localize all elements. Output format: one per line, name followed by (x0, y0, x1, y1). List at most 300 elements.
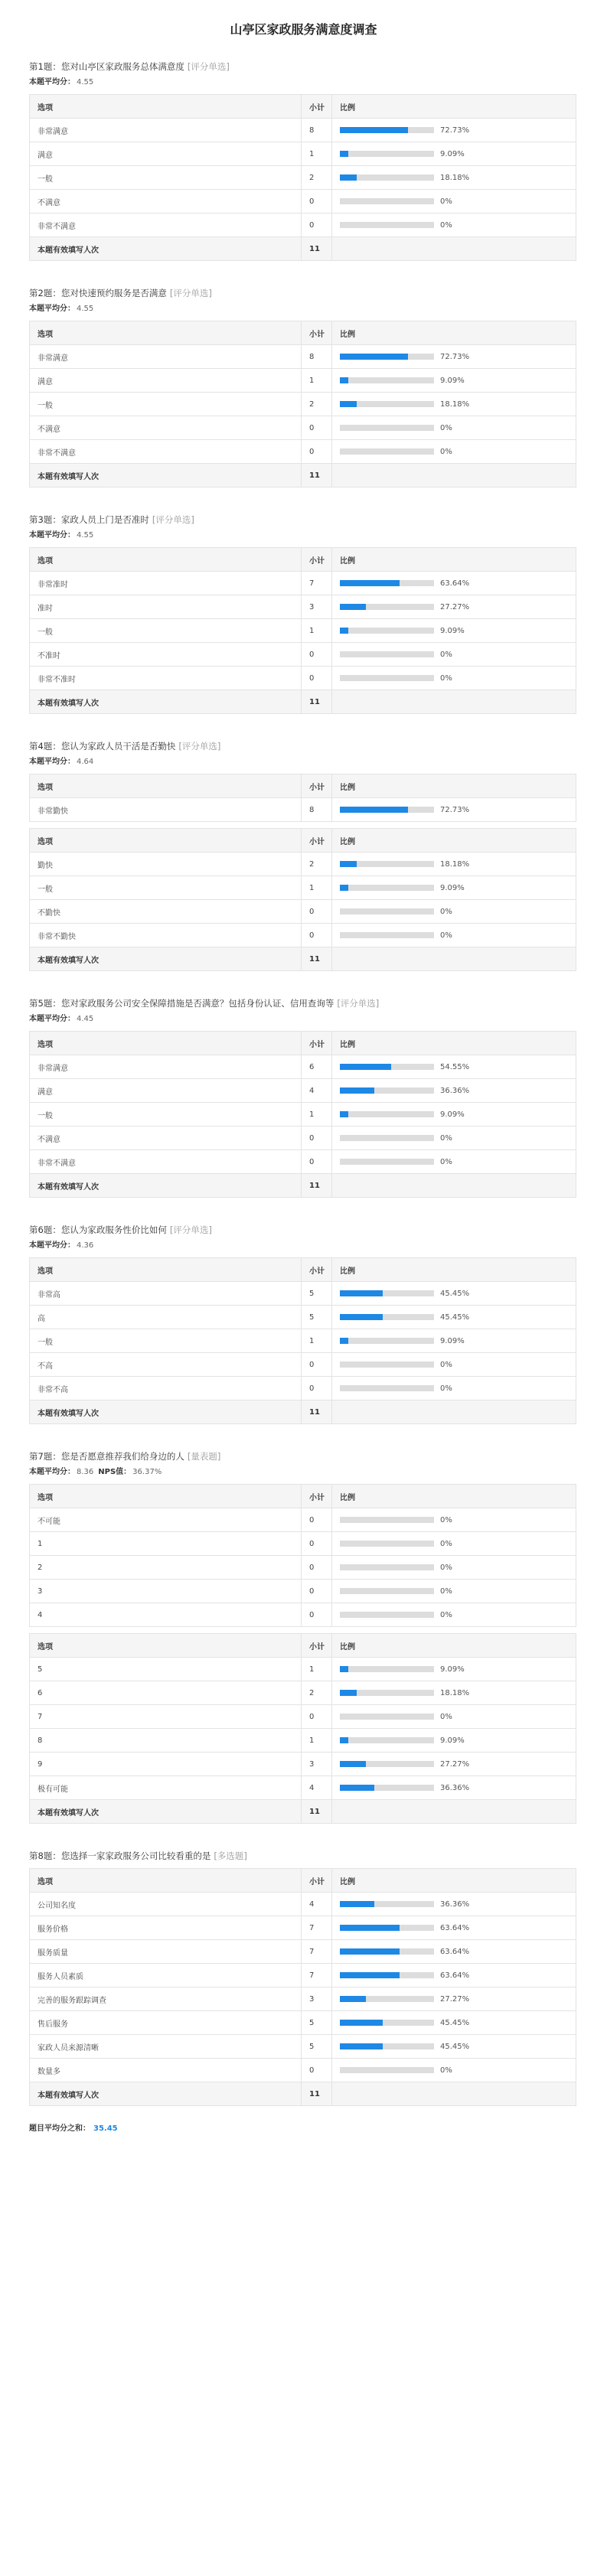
ratio-bar-wrap (340, 1564, 576, 1572)
ratio-bar-fill (340, 885, 348, 891)
option-label: 8 (30, 1729, 302, 1753)
ratio-bar-track (340, 1064, 434, 1070)
result-table (29, 1257, 576, 1424)
question-block (29, 1224, 576, 1424)
total-count: 11 (302, 947, 332, 971)
option-ratio-cell (332, 1658, 576, 1681)
table-row (30, 1556, 576, 1580)
option-label: 不可能 (30, 1508, 302, 1532)
table-header-row (30, 1032, 576, 1055)
option-count: 4 (302, 1079, 332, 1103)
ratio-bar-wrap (340, 931, 576, 940)
table-row (30, 1753, 576, 1776)
ratio-bar-track (340, 1948, 434, 1955)
average-value: 4.45 (77, 1015, 94, 1023)
total-label: 本题有效填写人次 (30, 947, 302, 971)
table-header-row (30, 321, 576, 345)
table-row (30, 643, 576, 667)
ratio-bar-track (340, 1972, 434, 1978)
option-ratio-cell (332, 369, 576, 393)
ratio-bar-fill (340, 354, 408, 360)
option-label: 公司知名度 (30, 1893, 302, 1916)
average-label: 本题平均分： (29, 758, 75, 766)
option-label: 完善的服务跟踪调查 (30, 1987, 302, 2011)
option-ratio-cell (332, 1055, 576, 1079)
table-header-row (30, 774, 576, 798)
header-count: 小计 (302, 321, 332, 345)
option-count: 1 (302, 1729, 332, 1753)
question-block (29, 1850, 576, 2106)
question-block (29, 1450, 576, 1824)
table-row (30, 1658, 576, 1681)
option-count: 2 (302, 1681, 332, 1705)
ratio-bar-wrap (340, 353, 576, 361)
option-ratio-cell (332, 345, 576, 369)
ratio-percent: 0% (440, 1515, 452, 1524)
ratio-bar-fill (340, 1690, 357, 1696)
header-ratio: 比例 (332, 1258, 576, 1282)
total-ratio-empty (332, 237, 576, 261)
table-total-row (30, 1174, 576, 1198)
ratio-bar-track (340, 1690, 434, 1696)
ratio-bar-fill (340, 2043, 383, 2049)
ratio-percent: 45.45% (440, 2042, 470, 2051)
ratio-bar-track (340, 861, 434, 867)
option-label: 服务人员素质 (30, 1964, 302, 1987)
option-count: 5 (302, 1306, 332, 1329)
option-count: 0 (302, 667, 332, 690)
option-label: 一般 (30, 1103, 302, 1127)
ratio-percent: 0% (440, 650, 452, 659)
ratio-bar-track (340, 1361, 434, 1368)
ratio-bar-track (340, 1737, 434, 1743)
option-count: 3 (302, 595, 332, 619)
question-title-text: 第8题：您选择一家家政服务公司比较看重的是 (29, 1850, 211, 1861)
option-count: 2 (302, 853, 332, 876)
option-count: 0 (302, 2059, 332, 2082)
ratio-bar-track (340, 1925, 434, 1931)
ratio-bar-wrap (340, 400, 576, 409)
result-table (29, 774, 576, 822)
option-count: 1 (302, 1103, 332, 1127)
ratio-bar-wrap (340, 1784, 576, 1792)
ratio-bar-wrap (340, 1384, 576, 1393)
table-row (30, 1603, 576, 1627)
average-sum-label: 题目平均分之和： (29, 2124, 90, 2133)
option-count: 0 (302, 1150, 332, 1174)
table-row (30, 595, 576, 619)
nps-value: 36.37% (132, 1468, 162, 1476)
option-label: 6 (30, 1681, 302, 1705)
question-average (29, 1467, 576, 1478)
ratio-bar-wrap (340, 1134, 576, 1143)
question-type: [评分单选] (169, 288, 212, 298)
question-title (29, 1224, 576, 1236)
table-header-row (30, 829, 576, 853)
average-value: 4.36 (77, 1241, 94, 1250)
total-label: 本题有效填写人次 (30, 690, 302, 714)
ratio-bar-fill (340, 1901, 374, 1907)
option-count: 1 (302, 876, 332, 900)
ratio-bar-track (340, 1996, 434, 2002)
ratio-bar-wrap (340, 1313, 576, 1322)
average-sum-value: 35.45 (93, 2124, 118, 2133)
ratio-bar-wrap (340, 579, 576, 588)
option-label: 售后服务 (30, 2011, 302, 2035)
question-list (0, 60, 607, 2106)
average-label: 本题平均分： (29, 1015, 75, 1023)
ratio-bar-fill (340, 1314, 383, 1320)
table-row (30, 1508, 576, 1532)
header-ratio: 比例 (332, 95, 576, 119)
option-count: 3 (302, 1987, 332, 2011)
header-count: 小计 (302, 1258, 332, 1282)
option-label: 一般 (30, 393, 302, 416)
ratio-bar-fill (340, 861, 357, 867)
ratio-percent: 45.45% (440, 2018, 470, 2027)
option-count: 1 (302, 142, 332, 166)
ratio-percent: 36.36% (440, 1783, 470, 1792)
header-ratio: 比例 (332, 1869, 576, 1893)
table-row (30, 2035, 576, 2059)
ratio-bar-wrap (340, 806, 576, 814)
ratio-bar-wrap (340, 377, 576, 385)
option-count: 0 (302, 1127, 332, 1150)
option-count: 5 (302, 2035, 332, 2059)
ratio-bar-fill (340, 1087, 374, 1094)
option-ratio-cell (332, 1532, 576, 1556)
ratio-percent: 9.09% (440, 1110, 465, 1119)
option-label: 非常不满意 (30, 1150, 302, 1174)
ratio-bar-wrap (340, 2019, 576, 2027)
option-ratio-cell (332, 924, 576, 947)
table-header-row (30, 1258, 576, 1282)
option-label: 高 (30, 1306, 302, 1329)
option-ratio-cell (332, 1103, 576, 1127)
ratio-percent: 0% (440, 673, 452, 683)
option-label: 非常满意 (30, 1055, 302, 1079)
question-title-text: 第1题：您对山亭区家政服务总体满意度 (29, 61, 184, 72)
ratio-percent: 54.55% (440, 1062, 470, 1071)
option-count: 0 (302, 1508, 332, 1532)
ratio-bar-wrap (340, 674, 576, 683)
header-ratio: 比例 (332, 548, 576, 572)
option-label: 准时 (30, 595, 302, 619)
ratio-bar-track (340, 1111, 434, 1117)
ratio-percent: 45.45% (440, 1312, 470, 1322)
ratio-percent: 18.18% (440, 173, 470, 182)
ratio-bar-fill (340, 151, 348, 157)
ratio-bar-track (340, 1901, 434, 1907)
option-ratio-cell (332, 876, 576, 900)
table-row (30, 1150, 576, 1174)
question-type: [评分单选] (169, 1224, 212, 1235)
option-ratio-cell (332, 853, 576, 876)
ratio-percent: 63.64% (440, 1923, 470, 1932)
ratio-bar-wrap (340, 1689, 576, 1697)
question-title (29, 1450, 576, 1462)
option-ratio-cell (332, 1329, 576, 1353)
ratio-bar-wrap (340, 1158, 576, 1166)
total-ratio-empty (332, 690, 576, 714)
header-ratio: 比例 (332, 1032, 576, 1055)
option-count: 0 (302, 1532, 332, 1556)
option-count: 0 (302, 900, 332, 924)
option-ratio-cell (332, 440, 576, 464)
ratio-bar-track (340, 580, 434, 586)
table-row (30, 924, 576, 947)
ratio-bar-track (340, 1666, 434, 1672)
total-ratio-empty (332, 1174, 576, 1198)
ratio-percent: 0% (440, 447, 452, 456)
option-ratio-cell (332, 1508, 576, 1532)
table-row (30, 1306, 576, 1329)
question-type: [量表题] (187, 1451, 221, 1462)
question-title-text: 第2题：您对快速预约服务是否满意 (29, 288, 167, 298)
ratio-percent: 63.64% (440, 579, 470, 588)
option-label: 一般 (30, 1329, 302, 1353)
ratio-bar-wrap (340, 197, 576, 206)
table-row (30, 119, 576, 142)
ratio-bar-track (340, 1541, 434, 1547)
ratio-bar-wrap (340, 860, 576, 869)
ratio-bar-track (340, 1087, 434, 1094)
total-count: 11 (302, 237, 332, 261)
table-row (30, 190, 576, 214)
option-count: 7 (302, 1940, 332, 1964)
ratio-bar-wrap (340, 1924, 576, 1932)
header-count: 小计 (302, 829, 332, 853)
ratio-percent: 9.09% (440, 1736, 465, 1745)
ratio-percent: 0% (440, 220, 452, 230)
table-total-row (30, 1400, 576, 1424)
total-label: 本题有效填写人次 (30, 1174, 302, 1198)
option-count: 0 (302, 440, 332, 464)
total-ratio-empty (332, 1400, 576, 1424)
ratio-percent: 0% (440, 931, 452, 940)
option-count: 0 (302, 1603, 332, 1627)
question-type: [多选题] (214, 1850, 247, 1861)
ratio-bar-wrap (340, 174, 576, 182)
option-ratio-cell (332, 1964, 576, 1987)
ratio-percent: 0% (440, 907, 452, 916)
option-count: 8 (302, 798, 332, 822)
ratio-bar-track (340, 1290, 434, 1296)
option-ratio-cell (332, 1916, 576, 1940)
question-title (29, 287, 576, 299)
ratio-percent: 36.36% (440, 1086, 470, 1095)
ratio-bar-fill (340, 1761, 366, 1767)
ratio-bar-wrap (340, 1995, 576, 2004)
header-count: 小计 (302, 774, 332, 798)
option-ratio-cell (332, 572, 576, 595)
option-count: 0 (302, 1556, 332, 1580)
table-row (30, 853, 576, 876)
table-row (30, 1532, 576, 1556)
result-table (29, 1633, 576, 1824)
table-row (30, 667, 576, 690)
header-ratio: 比例 (332, 1485, 576, 1508)
table-row (30, 1127, 576, 1150)
option-count: 0 (302, 1353, 332, 1377)
ratio-bar-wrap (340, 2043, 576, 2051)
ratio-bar-track (340, 1588, 434, 1594)
table-row (30, 369, 576, 393)
option-label: 满意 (30, 1079, 302, 1103)
table-row (30, 876, 576, 900)
table-row (30, 1681, 576, 1705)
header-option: 选项 (30, 774, 302, 798)
header-option: 选项 (30, 1869, 302, 1893)
total-ratio-empty (332, 2082, 576, 2106)
header-option: 选项 (30, 95, 302, 119)
ratio-bar-wrap (340, 1736, 576, 1745)
option-label: 7 (30, 1705, 302, 1729)
header-ratio: 比例 (332, 829, 576, 853)
question-type: [评分单选] (187, 61, 230, 72)
ratio-bar-track (340, 401, 434, 407)
table-total-row (30, 690, 576, 714)
header-count: 小计 (302, 1634, 332, 1658)
average-value: 4.55 (77, 531, 94, 540)
option-count: 1 (302, 369, 332, 393)
option-ratio-cell (332, 2035, 576, 2059)
option-label: 不勤快 (30, 900, 302, 924)
option-label: 不准时 (30, 643, 302, 667)
table-row (30, 619, 576, 643)
question-block (29, 287, 576, 487)
table-total-row (30, 1800, 576, 1824)
option-count: 6 (302, 1055, 332, 1079)
ratio-percent: 72.73% (440, 805, 470, 814)
ratio-bar-wrap (340, 2066, 576, 2075)
table-row (30, 1776, 576, 1800)
average-value: 8.36 (77, 1468, 94, 1476)
option-count: 0 (302, 214, 332, 237)
ratio-bar-track (340, 675, 434, 681)
option-count: 0 (302, 924, 332, 947)
header-ratio: 比例 (332, 1634, 576, 1658)
ratio-bar-track (340, 807, 434, 813)
table-row (30, 1940, 576, 1964)
ratio-bar-fill (340, 604, 366, 610)
table-row (30, 1916, 576, 1940)
option-ratio-cell (332, 619, 576, 643)
option-ratio-cell (332, 1705, 576, 1729)
ratio-bar-fill (340, 401, 357, 407)
question-type: [评分单选] (152, 514, 194, 525)
question-title (29, 60, 576, 73)
header-ratio: 比例 (332, 774, 576, 798)
total-count: 11 (302, 2082, 332, 2106)
question-type: [评分单选] (178, 741, 221, 752)
option-label: 一般 (30, 166, 302, 190)
total-ratio-empty (332, 464, 576, 487)
question-block (29, 740, 576, 971)
option-label: 2 (30, 1556, 302, 1580)
option-count: 3 (302, 1753, 332, 1776)
table-total-row (30, 2082, 576, 2106)
header-option: 选项 (30, 321, 302, 345)
average-value: 4.55 (77, 305, 94, 313)
page-title: 山亭区家政服务满意度调查 (230, 22, 377, 37)
ratio-bar-track (340, 1385, 434, 1391)
ratio-bar-track (340, 885, 434, 891)
option-ratio-cell (332, 190, 576, 214)
ratio-percent: 36.36% (440, 1899, 470, 1909)
result-table (29, 1031, 576, 1198)
option-label: 一般 (30, 876, 302, 900)
option-label: 非常不满意 (30, 440, 302, 464)
header-option: 选项 (30, 1032, 302, 1055)
question-title (29, 514, 576, 526)
option-ratio-cell (332, 1556, 576, 1580)
option-count: 1 (302, 619, 332, 643)
option-label: 服务价格 (30, 1916, 302, 1940)
table-row (30, 2011, 576, 2035)
option-label: 数量多 (30, 2059, 302, 2082)
question-title-text: 第4题：您认为家政人员干活是否勤快 (29, 741, 176, 752)
header-count: 小计 (302, 1869, 332, 1893)
header-option: 选项 (30, 829, 302, 853)
header-option: 选项 (30, 1485, 302, 1508)
result-table (29, 547, 576, 714)
option-ratio-cell (332, 1753, 576, 1776)
table-row (30, 214, 576, 237)
ratio-bar-wrap (340, 603, 576, 611)
option-ratio-cell (332, 798, 576, 822)
ratio-bar-track (340, 1135, 434, 1141)
ratio-bar-fill (340, 174, 357, 181)
table-row (30, 166, 576, 190)
option-ratio-cell (332, 595, 576, 619)
option-ratio-cell (332, 1940, 576, 1964)
option-ratio-cell (332, 214, 576, 237)
ratio-bar-wrap (340, 1087, 576, 1095)
question-type: [评分单选] (337, 998, 380, 1009)
ratio-bar-wrap (340, 1948, 576, 1956)
option-count: 4 (302, 1776, 332, 1800)
question-title-text: 第7题：您是否愿意推荐我们给身边的人 (29, 1451, 184, 1462)
option-ratio-cell (332, 1580, 576, 1603)
table-header-row (30, 1485, 576, 1508)
table-row (30, 900, 576, 924)
option-count: 0 (302, 1377, 332, 1400)
ratio-percent: 72.73% (440, 352, 470, 361)
nps-label: NPS值： (98, 1468, 132, 1476)
option-label: 1 (30, 1532, 302, 1556)
ratio-percent: 0% (440, 1586, 452, 1596)
table-row (30, 1729, 576, 1753)
ratio-bar-wrap (340, 1337, 576, 1345)
ratio-bar-wrap (340, 1361, 576, 1369)
average-label: 本题平均分： (29, 1468, 75, 1476)
result-table (29, 94, 576, 261)
ratio-percent: 0% (440, 1563, 452, 1572)
option-label: 9 (30, 1753, 302, 1776)
ratio-percent: 0% (440, 2066, 452, 2075)
table-row (30, 440, 576, 464)
option-count: 5 (302, 1282, 332, 1306)
option-label: 非常勤快 (30, 798, 302, 822)
ratio-bar-fill (340, 2020, 383, 2026)
ratio-percent: 9.09% (440, 626, 465, 635)
ratio-bar-fill (340, 1064, 391, 1070)
ratio-bar-track (340, 1714, 434, 1720)
ratio-bar-wrap (340, 1110, 576, 1119)
ratio-bar-track (340, 1785, 434, 1791)
table-row (30, 1377, 576, 1400)
